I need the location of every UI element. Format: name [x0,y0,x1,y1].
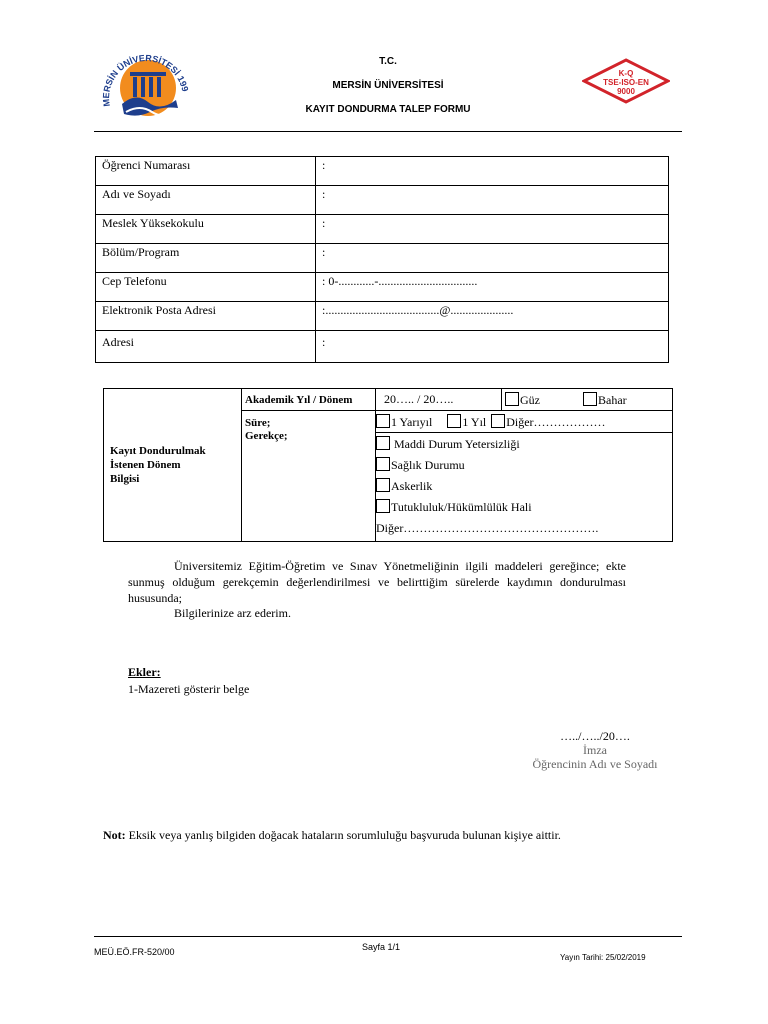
reason-health-label: Sağlık Durumu [391,458,465,472]
cert-line-2: TSE-ISO-EN [603,78,649,87]
note [103,828,561,843]
side-label-text: Kayıt Dondurulmak İstenen Dönem Bilgisi [110,445,206,485]
row-label-email: Elektronik Posta Adresi [96,302,316,331]
header-university: MERSİN ÜNİVERSİTESİ [332,80,444,91]
closing-text: Bilgilerinize arz ederim. [174,606,291,620]
reason-option [376,455,672,476]
reason-option [376,497,672,518]
table-row [96,186,669,215]
signature-label: İmza [583,743,607,757]
address-field[interactable]: : [316,331,669,363]
checkbox-spring[interactable] [583,392,597,406]
note-text: Eksik veya yanlış bilgiden doğacak hataların sorumluluğu başvuruda bulunan kişiye aittir. [125,828,561,842]
request-side-label [104,389,242,542]
program-field[interactable]: : [316,244,669,273]
reason-detention-label: Tutukluluk/Hükümlülük Hali [391,500,532,514]
row-label-student-number: Öğrenci Numarası [96,157,316,186]
request-table [103,388,673,542]
checkbox-one-semester[interactable] [376,414,390,428]
row-label-address: Adresi [96,331,316,363]
university-logo [96,44,192,124]
table-row [96,244,669,273]
duration-semester-label: 1 Yarıyıl [391,414,433,429]
reason-financial-label: Maddi Durum Yetersizliği [391,437,520,451]
term-cell [502,389,673,411]
checkbox-financial[interactable] [376,436,390,450]
signature-date[interactable]: …../…../20…. [560,729,630,743]
duration-label: Süre; [245,417,271,429]
table-row [96,273,669,302]
checkbox-one-year[interactable] [447,414,461,428]
note-label: Not: [103,828,126,842]
footer-divider [94,936,682,937]
table-row [104,389,673,411]
footer-publish-date: Yayın Tarihi: 25/02/2019 [560,953,646,962]
reason-option [376,434,672,455]
school-field[interactable]: : [316,215,669,244]
row-label-phone: Cep Telefonu [96,273,316,302]
row-label-name: Adı ve Soyadı [96,186,316,215]
term-spring-label: Bahar [598,392,627,407]
table-row [96,215,669,244]
checkbox-health[interactable] [376,457,390,471]
term-fall-label: Güz [520,392,540,407]
student-info-table [95,156,669,363]
checkbox-duration-other[interactable] [491,414,505,428]
attachment-item: 1-Mazereti gösterir belge [128,682,250,696]
reason-other-label[interactable]: Diğer…………………………………………. [376,521,599,535]
student-number-field[interactable]: : [316,157,669,186]
table-row [96,157,669,186]
duration-other-label: Diğer……………… [506,414,606,429]
reason-label: Gerekçe; [245,430,288,442]
checkbox-military[interactable] [376,478,390,492]
attachments-title: Ekler: [128,665,161,679]
checkbox-detention[interactable] [376,499,390,513]
row-label-school: Meslek Yüksekokulu [96,215,316,244]
svg-text:MERSİN ÜNİVERSİTESİ 1992: MERSİN ÜNİVERSİTESİ 199 [100,53,191,108]
request-paragraph [128,558,626,606]
row-label-program: Bölüm/Program [96,244,316,273]
year-field[interactable]: 20….. / 20….. [376,389,502,411]
year-label: Akademik Yıl / Dönem [242,389,376,411]
checkbox-fall[interactable] [505,392,519,406]
signature-name-label: Öğrencinin Adı ve Soyadı [532,757,658,771]
cert-line-3: 9000 [617,87,635,96]
header-tc: T.C. [379,56,397,67]
phone-field[interactable]: : 0-............-................................. [316,273,669,302]
header-divider [94,131,682,132]
duration-reason-labels [242,411,376,542]
footer-page-number: Sayfa 1/1 [362,942,401,952]
table-row [96,331,669,363]
duration-options [376,411,673,433]
reason-options [376,433,673,542]
table-row [96,302,669,331]
name-field[interactable]: : [316,186,669,215]
header-form-title: KAYIT DONDURMA TALEP FORMU [305,104,471,115]
reason-option [376,476,672,497]
cert-line-1: K-Q [618,69,634,78]
paragraph-text: Üniversitemiz Eğitim-Öğretim ve Sınav Yönetmeliğinin ilgili maddeleri gereğince; ekte sunmuş olduğum gerekçemin değerlendirilmesi ve belirttiğim sürelerde kaydımın dondurulması hususunda; [128,559,626,605]
footer-doc-code: MEÜ.EÖ.FR-520/00 [94,947,175,957]
email-field[interactable]: :......................................@..................... [316,302,669,331]
duration-year-label: 1 Yıl [462,414,487,429]
tse-iso-badge [582,58,670,104]
reason-military-label: Askerlik [391,479,433,493]
